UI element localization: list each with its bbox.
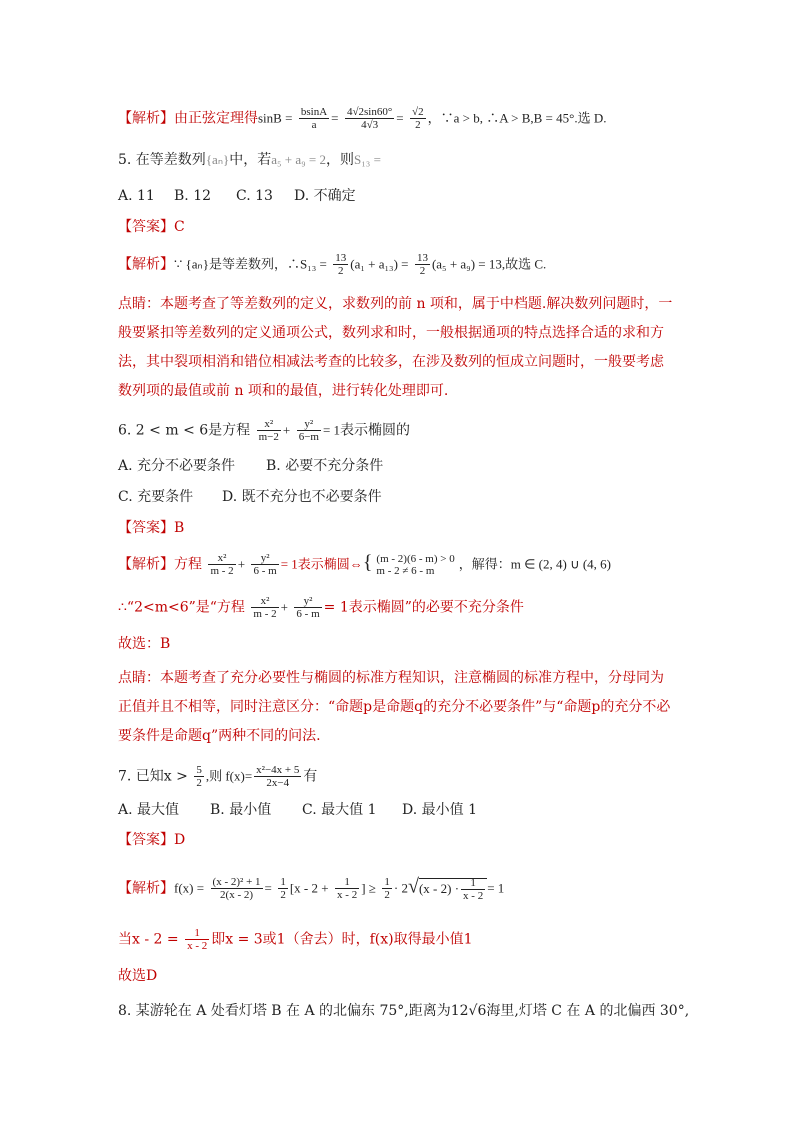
q6-answer-value: B [174,520,185,536]
prev-analysis-line: 【解析】由正弦定理得sinB = $\frac{bsinA}{a}$ = $\frac{4√2\sin 60^\circ}{4√3}$ = $\frac{√2}{2}$ ，∵a > b, ∴A > B,B = 45°.选 D. [118,106,607,131]
q6-options-row-1 [118,456,383,476]
q7-analysis-line-2: 当x - 2 = $\frac{1}{x - 2}$ 即x = 3或1（舍去）时，f(x)取得最小值1 [118,927,473,952]
q5-ask: S₁₃ = [354,152,381,167]
q6-option-d: D. 既不充分也不必要条件 [222,489,382,505]
q7-option-d: D. 最小值 1 [402,802,477,818]
q8-stem: 8. 某游轮在 A 处看灯塔 B 在 A 的北偏东 75°,距离为12√6海里,灯塔 C 在 A 的北偏西 30°, [118,1003,690,1019]
q7-option-a: A. 最大值 [118,802,180,818]
q5-comment: 点睛：本题考查了等差数列的定义，求数列的前 n 项和，属于中档题.解决数列问题时，一 般要紧扣等差数列的定义通项公式，数列求和时，一般根据通项的特点选择合适的求和方 法，其中裂项相消和错位相减法考查的比较多，在涉及数列的恒成立问题时，一般要考虑 数列项的最值或前 n 项和的最值，进行转化处理即可. [118,296,673,399]
q6-analysis: 【解析】方程 $\frac{\text{x²}}{m - 2}$ + $\frac{\text{y²}}{6 - m}$ = 1表示椭圆⇔{ (m - 2)(6 - m) > 0 m - 2 ≠ 6 - m ，解得：m ∈ (2, 4) ∪ (4, 6) [118,551,611,577]
prev-analysis-text: 由正弦定理得 [174,110,258,127]
q6-stem: 6. 2 < m < 6是方程 $\frac{\text{x²}}{m-2}$ + $\frac{\text{y²}}{6-m}$ = 1表示椭圆的 [118,418,411,443]
q6-analysis-line-2: ∴“2<m<6”是“方程 $\frac{\text{x²}}{m - 2}$ + $\frac{\text{y²}}{6 - m}$ = 1表示椭圆”的必要不充分条件 [118,595,524,620]
q5-option-c: C. 13 [236,188,273,204]
q5-analysis: 【解析】∵ {aₙ}是等差数列，∴S₁₃ = $\frac{13}{2}$ (a₁ + a₁₃) = $\frac{13}{2}$ (a₅ + a₉) = 13,故选 C. [118,252,547,277]
q7-options [118,800,477,820]
sinb-text: sinB = [258,110,293,126]
q5-option-a: A. 11 [118,188,155,204]
q6-option-a: A. 充分不必要条件 [118,458,236,474]
q6-conclusion: 故选：B [118,636,171,652]
q6-option-c: C. 充要条件 [118,489,194,505]
q6-comment: 点睛：本题考查了充分必要性与椭圆的标准方程知识，注意椭圆的标准方程中，分母同为 正值并且不相等，同时注意区分：“命题p是命题q的充分不必要条件”与“命题p的充分不必 要条件是命题q”两种不同的问法. [118,670,671,744]
q5-option-b: B. 12 [174,188,212,204]
prev-tail: ，∵a > b, ∴A > B,B = 45°.选 D. [427,110,607,126]
prev-frac-2: $\frac{4√2\sin 60^\circ}{4√3}$ [346,106,393,131]
prev-frac-1: $\frac{bsinA}{a}$ [300,106,328,131]
q6-options-row-2 [118,487,382,507]
q7-analysis: 【解析】f(x) = $\frac{\text{(x - 2)² + 1}}{2(x - 2)}$ = $\frac{1}{2}$ [x - 2 + $\frac{1}{x - 2}$ ] ≥ $\frac{1}{2}$ · 2√(x - 2) · $\frac{1}{x - 2}$ = 1 [118,875,505,903]
q7-answer-value: D [174,832,186,848]
q5-answer: 【答案】C [118,219,185,235]
analysis-label: 【解析】 [118,110,174,127]
prev-frac-3: $\frac{√2}{2}$ [412,106,424,131]
q5-option-d: D. 不确定 [294,188,356,204]
q7-option-c: C. 最大值 1 [302,802,377,818]
q5-seq: {aₙ} [205,152,230,167]
q7-answer: 【答案】D [118,832,186,848]
q5-stem: 5. 在等差数列{aₙ}中，若a₅ + a₉ = 2，则S₁₃ = [118,152,381,168]
q6-option-b: B. 必要不充分条件 [266,458,384,474]
q7-conclusion: 故选D [118,968,158,984]
q5-cond: a₅ + a₉ = 2 [271,152,327,167]
q7-stem: 7. 已知x > $\frac{5}{2}$ ,则 f(x)= $\frac{\text{x²−4x + 5}}{2x-4}$ 有 [118,764,318,789]
q6-answer: 【答案】B [118,520,185,536]
q5-options [118,186,356,206]
q7-option-b: B. 最小值 [210,802,272,818]
q5-answer-value: C [174,219,185,235]
